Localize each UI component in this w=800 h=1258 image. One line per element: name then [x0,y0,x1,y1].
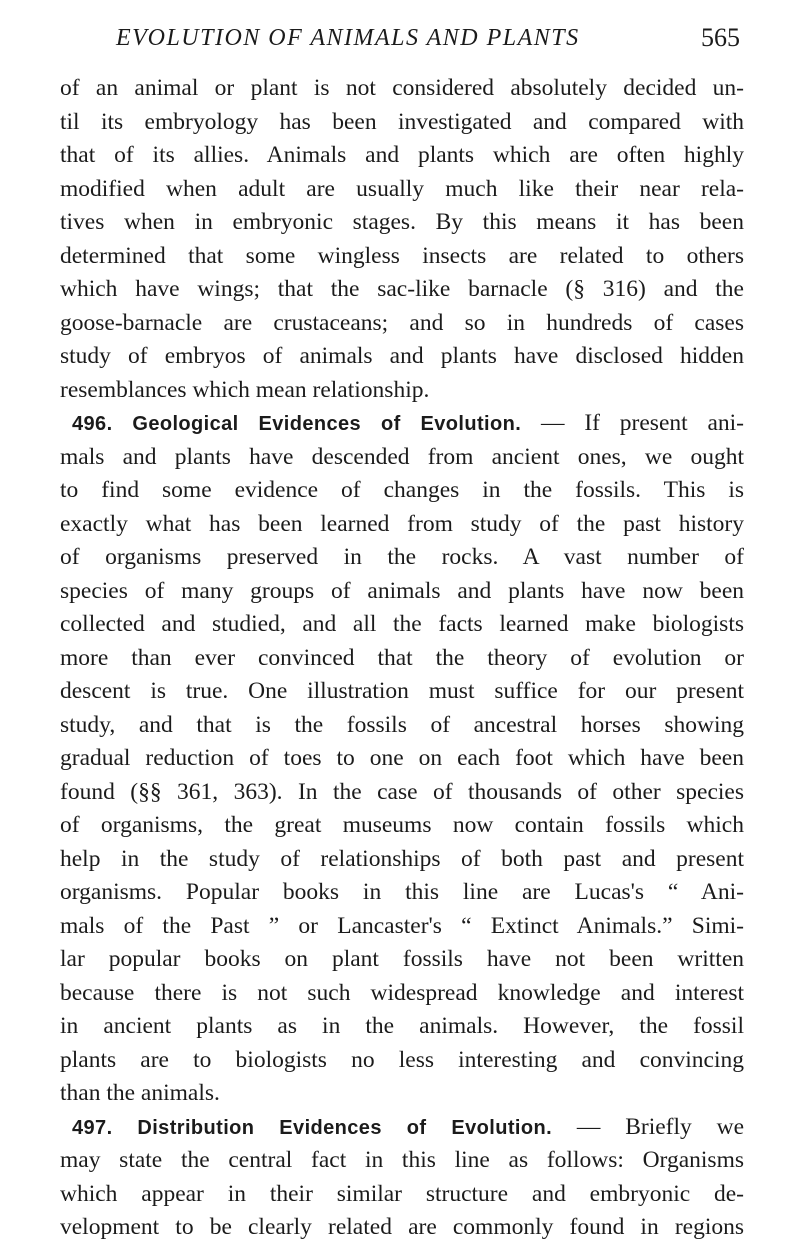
section-number: 497. [72,1116,113,1139]
text-line: may state the central fact in this line as follows: Organisms [60,1147,744,1173]
text-line: in ancient plants as in the animals. However, the fossil [60,1013,744,1039]
text-line: species of many groups of animals and plants have now been [60,577,744,604]
text-line: til its embryology has been investigated and compared with [60,108,744,135]
text-line: study of embryos of animals and plants have disclosed hidden [60,343,744,369]
heading-line-text: — Briefly we [552,1113,745,1140]
text-line: mals and plants have descended from ancient ones, we ought [60,443,744,470]
text-line: modified when adult are usually much like their near rela- [60,175,744,202]
section-number: 496. [72,413,113,435]
text-line: tives when in embryonic stages. By this means it has been [60,209,744,235]
paragraph-embryology [60,72,744,407]
text-line: that of its allies. Animals and plants which are often highly [60,142,744,168]
page-number: 565 [701,23,740,52]
text-line: resemblances which mean relationship. [60,376,430,403]
text-line: study, and that is the fossils of ancestral horses showing [60,711,744,738]
text-line: to find some evidence of changes in the fossils. This is [60,477,744,503]
section-497-distribution-evidences [60,1111,744,1245]
heading-line-text: — If present ani- [521,410,745,436]
running-header [116,18,740,58]
text-line: of an animal or plant is not considered absolutely decided un- [60,75,744,101]
section-heading: Distribution Evidences of Evolution. [137,1116,553,1139]
text-line: determined that some wingless insects are related to others [60,242,744,269]
running-title: EVOLUTION OF ANIMALS AND PLANTS [116,25,580,51]
text-line: plants are to biologists no less interesting and convincing [60,1046,744,1073]
text-line: mals of the Past ” or Lancaster's “ Extinct Animals.” Simi- [60,912,744,939]
text-line: which appear in their similar structure and embryonic de- [60,1180,744,1207]
text-line: than the animals. [60,1080,220,1106]
section-heading-line [60,407,744,441]
text-line: more than ever convinced that the theory of evolution or [60,644,744,671]
text-line: of organisms preserved in the rocks. A vast number of [60,544,744,570]
section-heading: Geological Evidences of Evolution. [132,413,522,435]
text-line: exactly what has been learned from study of the past history [60,510,744,537]
text-line: help in the study of relationships of both past and present [60,845,744,872]
text-line: organisms. Popular books in this line are Lucas's “ Ani- [60,879,744,905]
body-text [60,72,744,1245]
section-496-geological-evidences [60,407,744,1111]
text-line: collected and studied, and all the facts learned make biologists [60,611,744,637]
text-line: descent is true. One illustration must suffice for our present [60,678,744,704]
text-line: because there is not such widespread knowledge and interest [60,979,744,1006]
text-line: found (§§ 361, 363). In the case of thousands of other species [60,778,744,805]
text-line: lar popular books on plant fossils have not been written [60,946,744,972]
text-line: goose-barnacle are crustaceans; and so in hundreds of cases [60,309,744,336]
text-line: which have wings; that the sac-like barnacle (§ 316) and the [60,276,744,302]
text-line: of organisms, the great museums now contain fossils which [60,812,744,838]
section-heading-line [60,1111,744,1145]
text-line: gradual reduction of toes to one on each foot which have been [60,745,744,771]
text-line: velopment to be clearly related are commonly found in regions [60,1214,744,1240]
